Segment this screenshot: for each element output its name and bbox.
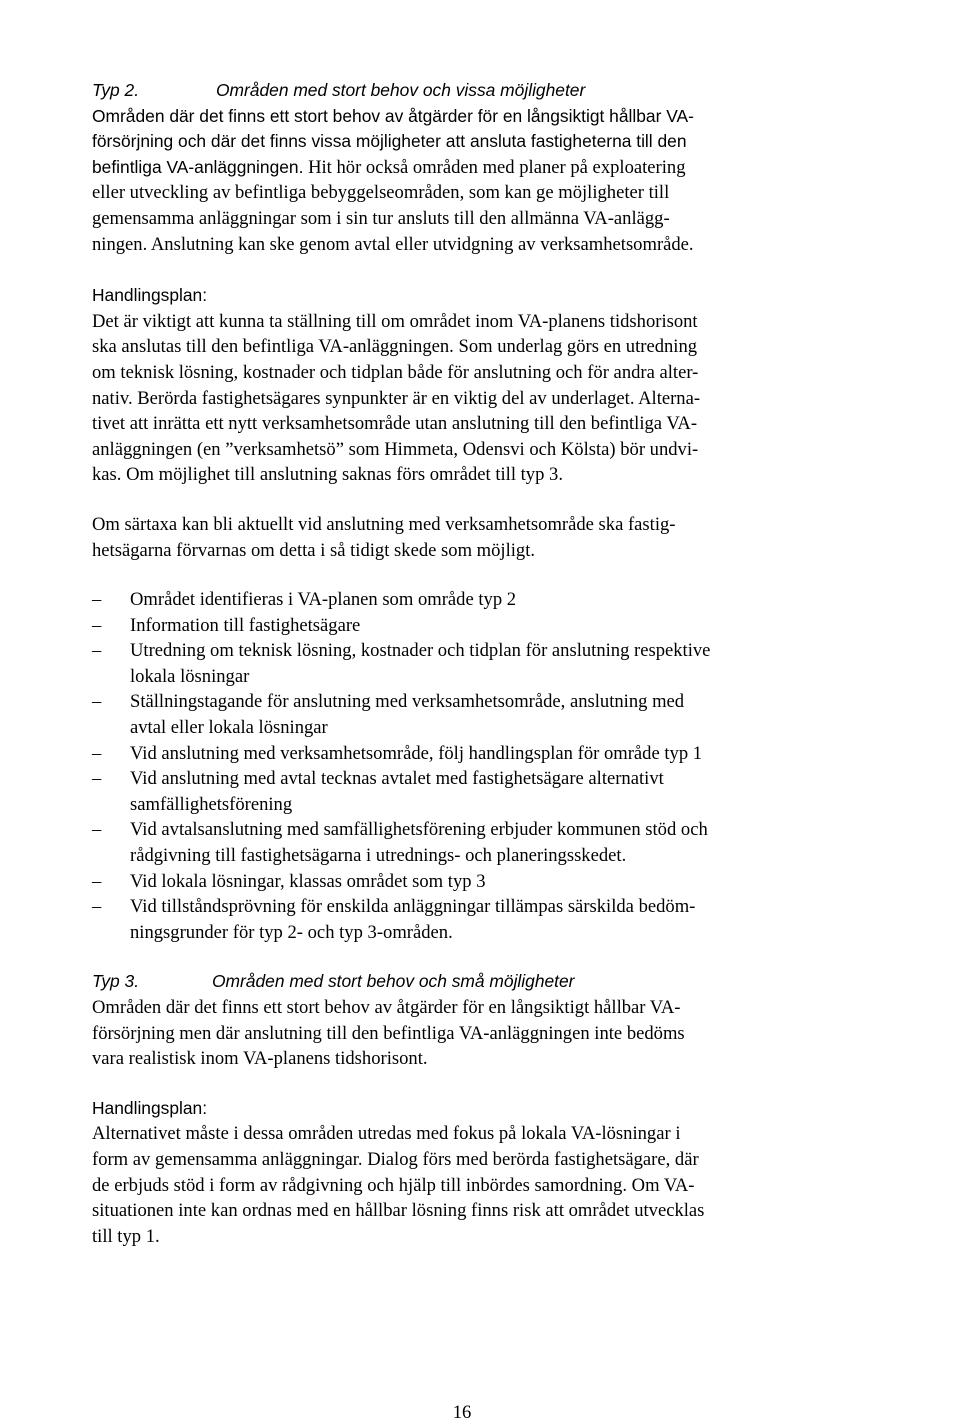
typ2-body-line: eller utveckling av befintliga bebyggelseområden, som kan ge möjligheter till xyxy=(92,182,670,204)
list-item xyxy=(92,613,832,639)
typ2-plan-text xyxy=(92,309,832,488)
typ3-intro-line: vara realistisk inom VA-planens tidshorisont. xyxy=(92,1048,428,1070)
dash-bullet: – xyxy=(92,768,102,790)
typ2-plan-line: Det är viktigt att kunna ta ställning till om området inom VA-planens tidshorisont xyxy=(92,310,698,332)
list-item-text: avtal eller lokala lösningar xyxy=(130,717,328,739)
typ2-plan-line: om teknisk lösning, kostnader och tidplan både för anslutning och för andra alter- xyxy=(92,361,699,383)
typ3-label: Typ 3. xyxy=(92,971,140,992)
dash-bullet: – xyxy=(92,870,102,892)
typ2-plan-line: ska anslutas till den befintliga VA-anläggningen. Som underlag görs en utredning xyxy=(92,336,698,358)
list-item-text: rådgivning till fastighetsägarna i utrednings- och planeringsskedet. xyxy=(130,845,627,867)
typ2-plan-label: Handlingsplan: xyxy=(92,285,208,306)
typ2-intro-line: försörjning och där det finns vissa möjligheter att ansluta fastigheterna till den xyxy=(92,131,687,152)
dash-bullet: – xyxy=(92,742,102,764)
typ3-intro-line: Områden där det finns ett stort behov av åtgärder för en långsiktigt hållbar VA- xyxy=(92,997,681,1018)
typ3-intro-line: försörjning men där anslutning till den befintliga VA-anläggningen inte bedöms xyxy=(92,1022,685,1044)
typ2-heading xyxy=(92,78,832,104)
typ3-plan-line: situationen inte kan ordnas med en hållbar lösning finns risk att området utvecklas xyxy=(92,1200,705,1222)
typ3-plan-line: till typ 1. xyxy=(92,1225,160,1247)
typ2-intro-line: befintliga VA-anläggningen. xyxy=(92,156,304,177)
document-page xyxy=(92,78,832,1249)
list-item xyxy=(92,817,832,868)
typ2-steps-list xyxy=(92,587,832,945)
typ3-plan-line: de erbjuds stöd i form av rådgivning och hjälp till inbördes samordning. Om VA- xyxy=(92,1174,695,1196)
list-item-text: Vid lokala lösningar, klassas området som typ 3 xyxy=(130,870,486,892)
typ2-plan-line: nativ. Berörda fastighetsägares synpunkter är en viktig del av underlaget. Alterna- xyxy=(92,387,701,409)
typ2-description xyxy=(92,104,832,258)
typ2-body-line: Hit hör också områden med planer på exploatering xyxy=(303,156,686,178)
page-number: 16 xyxy=(452,1402,472,1423)
list-item-text: Vid anslutning med avtal tecknas avtalet med fastighetsägare alternativt xyxy=(130,768,664,790)
typ3-plan-text xyxy=(92,1121,832,1249)
taxa-line: Om särtaxa kan bli aktuellt vid anslutning med verksamhetsområde ska fastig- xyxy=(92,513,676,535)
typ2-plan-line: tivet att inrätta ett nytt verksamhetsområde utan anslutning till den befintliga VA- xyxy=(92,413,698,435)
typ2-body-line: gemensamma anläggningar som i sin tur ansluts till den allmänna VA-anlägg- xyxy=(92,207,670,229)
typ2-label: Typ 2. xyxy=(92,80,140,100)
typ2-plan-line: kas. Om möjlighet till anslutning saknas förs området till typ 3. xyxy=(92,464,563,486)
dash-bullet: – xyxy=(92,819,102,841)
typ2-title: Områden med stort behov och vissa möjligheter xyxy=(216,80,586,100)
list-item-text: Området identifieras i VA-planen som område typ 2 xyxy=(130,589,517,611)
dash-bullet: – xyxy=(92,614,102,636)
list-item-text: Vid anslutning med verksamhetsområde, följ handlingsplan för område typ 1 xyxy=(130,742,703,764)
typ2-body-line: ningen. Anslutning kan ske genom avtal eller utvidgning av verksamhetsområde. xyxy=(92,233,694,255)
dash-bullet: – xyxy=(92,896,102,918)
list-item-text: Utredning om teknisk lösning, kostnader och tidplan för anslutning respektive xyxy=(130,640,711,662)
list-item xyxy=(92,587,832,613)
typ3-description xyxy=(92,995,832,1072)
list-item-text: lokala lösningar xyxy=(130,665,250,687)
list-item-text: ningsgrunder för typ 2- och typ 3-områden. xyxy=(130,921,453,943)
typ3-plan-line: Alternativet måste i dessa områden utredas med fokus på lokala VA-lösningar i xyxy=(92,1123,681,1145)
dash-bullet: – xyxy=(92,640,102,662)
list-item xyxy=(92,638,832,689)
typ3-title: Områden med stort behov och små möjligheter xyxy=(212,971,575,992)
dash-bullet: – xyxy=(92,691,102,713)
list-item-text: Information till fastighetsägare xyxy=(130,614,361,636)
taxa-line: hetsägarna förvarnas om detta i så tidigt skede som möjligt. xyxy=(92,539,536,561)
list-item xyxy=(92,894,832,945)
typ2-plan-line: anläggningen (en ”verksamhetsö” som Himmeta, Odensvi och Kölsta) bör undvi- xyxy=(92,438,699,460)
list-item-text: Ställningstagande för anslutning med verksamhetsområde, anslutning med xyxy=(130,691,685,713)
list-item-text: Vid tillståndsprövning för enskilda anläggningar tillämpas särskilda bedöm- xyxy=(130,896,696,918)
taxa-paragraph xyxy=(92,512,832,563)
typ3-plan-label: Handlingsplan: xyxy=(92,1097,208,1118)
dash-bullet: – xyxy=(92,589,102,611)
list-item-text: samfällighetsförening xyxy=(130,793,293,815)
typ3-heading xyxy=(92,969,832,995)
typ3-plan-line: form av gemensamma anläggningar. Dialog förs med berörda fastighetsägare, där xyxy=(92,1148,699,1170)
list-item xyxy=(92,869,832,895)
list-item xyxy=(92,741,832,767)
list-item-text: Vid avtalsanslutning med samfällighetsförening erbjuder kommunen stöd och xyxy=(130,819,708,841)
typ2-intro-line: Områden där det finns ett stort behov av åtgärder för en långsiktigt hållbar VA- xyxy=(92,105,694,126)
list-item xyxy=(92,766,832,817)
list-item xyxy=(92,689,832,740)
